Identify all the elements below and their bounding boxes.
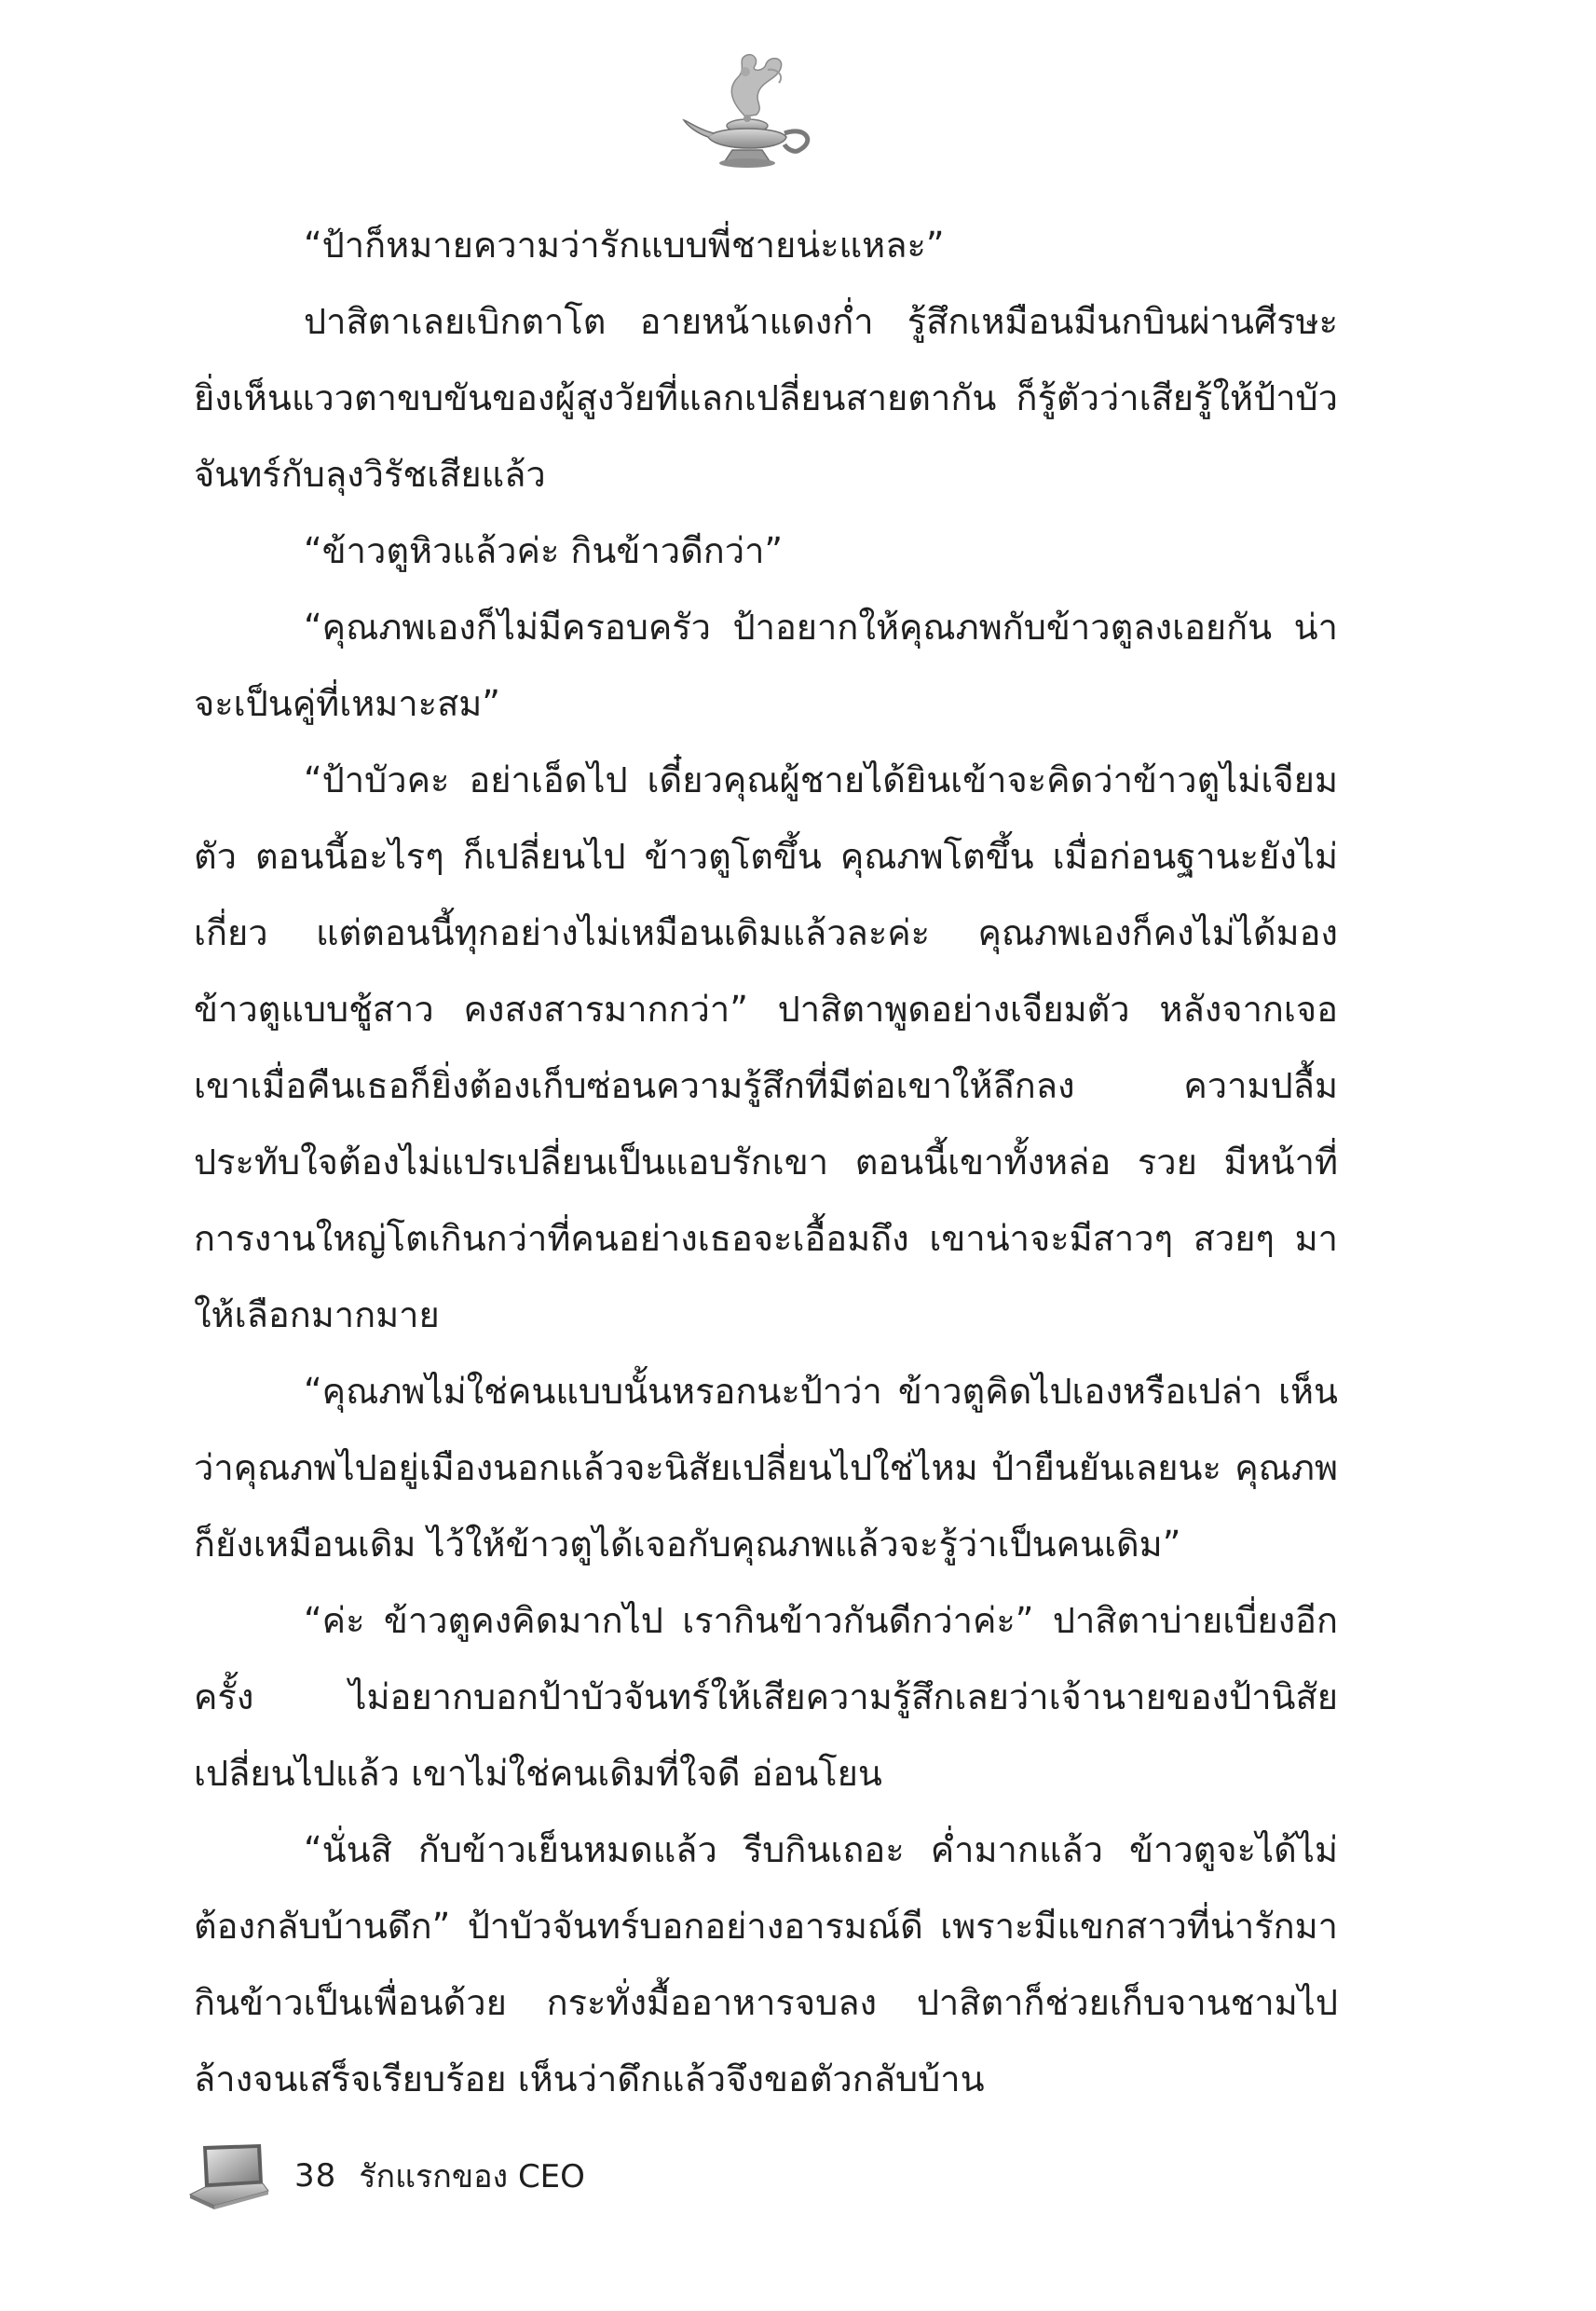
laptop-icon: [186, 2140, 270, 2211]
page-number: 38: [294, 2157, 337, 2195]
body-text: [194, 207, 1338, 2117]
paragraph: “ป้าก็หมายความว่ารักแบบพี่ชายน่ะแหละ”: [304, 225, 945, 266]
book-title: รักแรกของ CEO: [359, 2158, 585, 2195]
paragraph: “นั่นสิ กับข้าวเย็นหมดแล้ว รีบกินเถอะ ค่ำมากแล้ว ข้าวตูจะได้ไม่ต้องกลับบ้านดึก” ป้าบัวจันทร์บอกอย่างอารมณ์ดี เพราะมีแขกสาวที่น่ารักมากินข้าวเป็นเพื่อนด้วย กระทั่งมื้ออาหารจบลง ปาสิตาก็ช่วยเก็บจานชามไปล้างจนเสร็จเรียบร้อย เห็นว่าดึกแล้วจึงขอตัวกลับบ้าน: [194, 1829, 1338, 2099]
paragraph: “ป้าบัวคะ อย่าเอ็ดไป เดี๋ยวคุณผู้ชายได้ยินเข้าจะคิดว่าข้าวตูไม่เจียมตัว ตอนนี้อะไรๆ ก็เปลี่ยนไป ข้าวตูโตขึ้น คุณภพโตขึ้น เมื่อก่อนฐานะยังไม่เกี่ยว แต่ตอนนี้ทุกอย่างไม่เหมือนเดิมแล้วละค่ะ คุณภพเองก็คงไม่ได้มองข้าวตูแบบชู้สาว คงสงสารมากกว่า” ปาสิตาพูดอย่างเจียมตัว หลังจากเจอเขาเมื่อคืนเธอก็ยิ่งต้องเก็บซ่อนความรู้สึกที่มีต่อเขาให้ลึกลง ความปลื้มประทับใจต้องไม่แปรเปลี่ยนเป็นแอบรักเขา ตอนนี้เขาทั้งหล่อ รวย มีหน้าที่การงานใหญ่โตเกินกว่าที่คนอย่างเธอจะเอื้อมถึง เขาน่าจะมีสาวๆ สวยๆ มาให้เลือกมากมาย: [194, 759, 1338, 1335]
paragraph: “คุณภพเองก็ไม่มีครอบครัว ป้าอยากให้คุณภพกับข้าวตูลงเอยกัน น่าจะเป็นคู่ที่เหมาะสม”: [194, 607, 1338, 724]
paragraph: “ข้าวตูหิวแล้วค่ะ กินข้าวดีกว่า”: [304, 530, 784, 571]
paragraph: ปาสิตาเลยเบิกตาโต อายหน้าแดงก่ำ รู้สึกเหมือนมีนกบินผ่านศีรษะ ยิ่งเห็นแววตาขบขันของผู้สูงวัยที่แลกเปลี่ยนสายตากัน ก็รู้ตัวว่าเสียรู้ให้ป้าบัวจันทร์กับลุงวิรัชเสียแล้ว: [194, 301, 1338, 495]
paragraph: “คุณภพไม่ใช่คนแบบนั้นหรอกนะป้าว่า ข้าวตูคิดไปเองหรือเปล่า เห็นว่าคุณภพไปอยู่เมืองนอกแล้วจะนิสัยเปลี่ยนไปใช่ไหม ป้ายืนยันเลยนะ คุณภพก็ยังเหมือนเดิม ไว้ให้ข้าวตูได้เจอกับคุณภพแล้วจะรู้ว่าเป็นคนเดิม”: [194, 1371, 1338, 1565]
paragraph: “ค่ะ ข้าวตูคงคิดมากไป เรากินข้าวกันดีกว่าค่ะ” ปาสิตาบ่ายเบี่ยงอีกครั้ง ไม่อยากบอกป้าบัวจันทร์ให้เสียความรู้สึกเลยว่าเจ้านายของป้านิสัยเปลี่ยนไปแล้ว เขาไม่ใช่คนเดิมที่ใจดี อ่อนโยน: [194, 1600, 1338, 1794]
page-footer: [186, 2134, 585, 2218]
genie-lamp-icon: [680, 51, 820, 177]
